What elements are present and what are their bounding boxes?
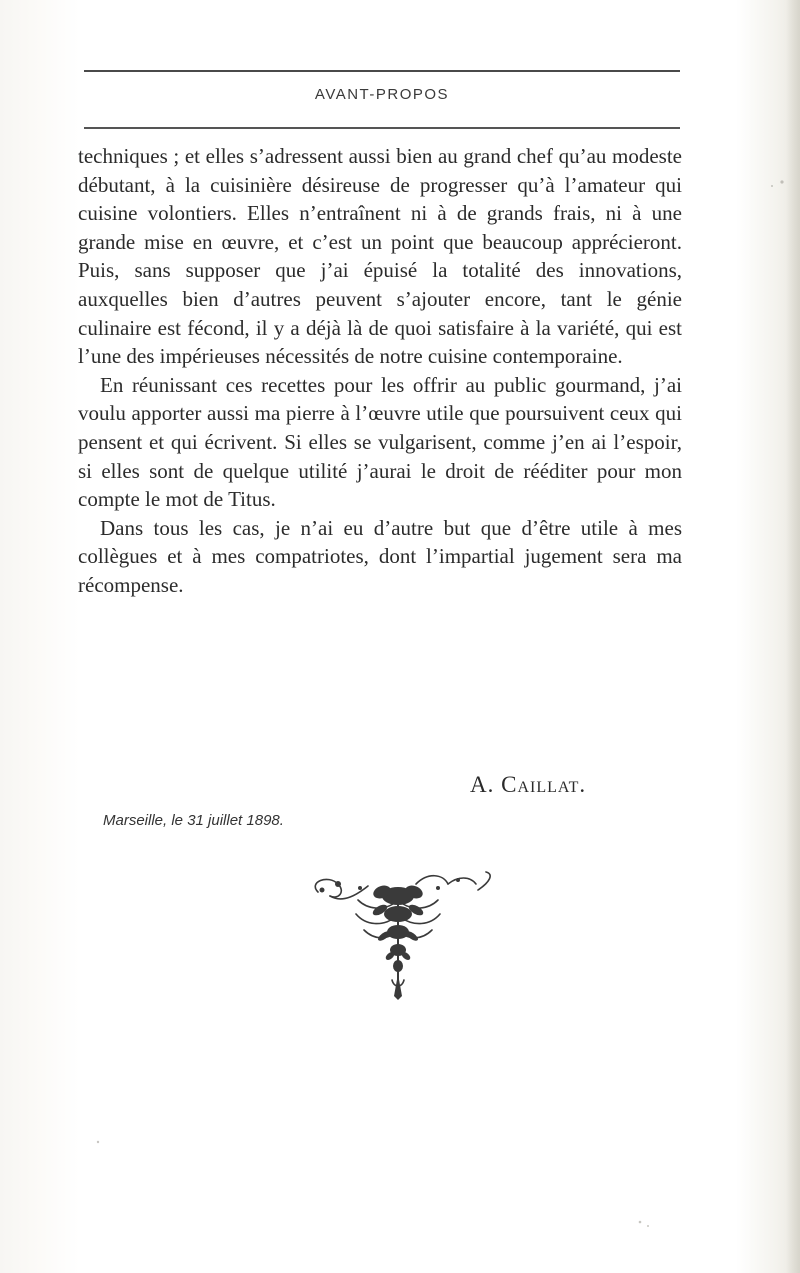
author-name: A. Caillat. bbox=[470, 772, 587, 797]
paragraph-1: techniques ; et elles s’adressent aussi bien au grand chef qu’au modeste débutant, à la cuisinière désireuse de progresser qu’à l’amateur qui cuisine volontiers. Elles n’entraînent ni à de grands frais, ni à une grande mise en œuvre, et c’est un point que beaucoup apprécieront. Puis, sans supposer que j’ai épuisé la totalité des innovations, auxquelles bien d’autres peuvent s’ajouter encore, tant le génie culinaire est fécond, il y a déjà là de quoi satisfaire à la variété, qui est l’une des impérieuses nécessités de notre cuisine contemporaine. bbox=[78, 144, 682, 369]
running-head: AVANT-PROPOS bbox=[314, 86, 450, 103]
body-text bbox=[78, 142, 682, 600]
page-edge-shadow bbox=[786, 0, 800, 1273]
paragraph-3: Dans tous les cas, je n’ai eu d’autre but que d’être utile à mes collègues et à mes compatriotes, dont l’impartial jugement sera ma récompense. bbox=[78, 515, 682, 597]
paragraph-2: En réunissant ces recettes pour les offrir au public gourmand, j’ai voulu apporter aussi ma pierre à l’œuvre utile que poursuivent ceux qui pensent et qui écrivent. Si elles se vulgarisent, comme j’en ai l’espoir, si elles sont de quelque utilité j’aurai le droit de rééditer pour mon compte le mot de Titus. bbox=[78, 372, 682, 512]
author-signature bbox=[470, 772, 690, 798]
header-rule-top bbox=[84, 70, 680, 72]
floral-tailpiece-icon bbox=[298, 870, 498, 1010]
place-date: Marseille, le 31 juillet 1898. bbox=[103, 812, 284, 829]
header-rule-bottom bbox=[84, 127, 680, 129]
